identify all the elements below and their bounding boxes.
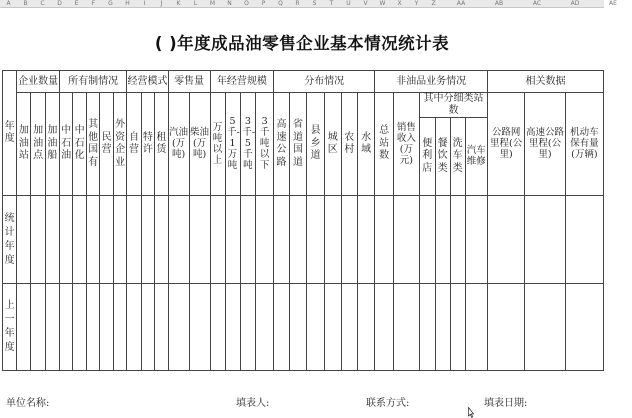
column-letter[interactable]: AD [570, 0, 580, 7]
column-letter[interactable]: R [295, 0, 300, 7]
column-letter[interactable]: Q [278, 0, 283, 7]
header-group-scale: 年经营规模 [210, 71, 274, 93]
header-gasoline: 汽油(万吨) [168, 93, 189, 196]
header-lease: 租赁 [155, 93, 168, 196]
column-letter[interactable]: AB [494, 0, 504, 7]
column-letter[interactable]: Z [431, 0, 436, 7]
column-letter[interactable]: W [379, 0, 386, 7]
header-catering: 餐饮类 [435, 118, 450, 196]
header-station: 加油站 [17, 93, 31, 196]
column-letter[interactable]: U [346, 0, 351, 7]
header-group-ownership: 所有制情况 [59, 71, 126, 93]
column-letter[interactable]: E [74, 0, 79, 7]
table-row-previous-year [3, 284, 604, 371]
header-point: 加油点 [31, 93, 45, 196]
header-private: 民营 [100, 93, 113, 196]
column-letter[interactable]: AC [532, 0, 542, 7]
header-water: 水域 [358, 93, 375, 196]
header-group-station-count: 企业数量 [17, 71, 60, 93]
header-scale-1: 万吨以上 [210, 93, 225, 196]
column-letter[interactable]: N [227, 0, 232, 7]
header-vehicle-count: 机动车保有量(万辆) [565, 93, 603, 196]
column-letter[interactable]: B [23, 0, 28, 7]
column-letter[interactable]: M [209, 0, 216, 7]
column-letter[interactable]: K [176, 0, 181, 7]
column-letter[interactable]: G [108, 0, 113, 7]
header-county-road: 县乡道 [307, 93, 325, 196]
header-total-stations: 总站数 [375, 93, 394, 196]
header-other-state: 其他国有 [86, 93, 99, 196]
header-group-classified: 其中分细类站数 [419, 93, 487, 118]
header-urban: 城区 [325, 93, 341, 196]
column-letter[interactable]: D [57, 0, 62, 7]
footer-unit-label: 单位名称: [6, 398, 50, 409]
column-letter[interactable]: H [125, 0, 130, 7]
row-label-previous: 上一年度 [3, 284, 17, 371]
header-group-sales: 零售量 [168, 71, 210, 93]
header-scale-4: 3千吨以下 [256, 93, 274, 196]
header-group-nonoil: 非油品业务情况 [375, 71, 488, 93]
form-footer [6, 394, 604, 410]
header-expressway: 高速公路 [274, 93, 290, 196]
column-letter[interactable]: P [261, 0, 266, 7]
column-letter[interactable]: S [312, 0, 317, 7]
header-rural: 农村 [341, 93, 357, 196]
header-petrochina: 中石化 [73, 93, 86, 196]
header-scale-3: 3千-5千吨 [240, 93, 256, 196]
header-sales-income: 销售收入(万元) [393, 93, 419, 196]
column-letter[interactable]: J [160, 0, 163, 7]
statistics-table [2, 70, 604, 371]
page-title: ( )年度成品油零售企业基本情况统计表 [154, 34, 450, 53]
footer-filler-label: 填表人: [236, 398, 270, 409]
column-letter[interactable]: AA [456, 0, 466, 7]
header-self-run: 自营 [127, 93, 141, 196]
column-letter[interactable]: F [91, 0, 96, 7]
column-letter[interactable]: V [363, 0, 368, 7]
header-scale-2: 5千-1万吨 [225, 93, 240, 196]
header-franchise: 特许 [141, 93, 154, 196]
column-letter[interactable]: O [244, 0, 249, 7]
column-letter[interactable]: T [329, 0, 334, 7]
header-car-wash: 洗车类 [450, 118, 465, 196]
header-car-repair: 汽车维修 [465, 118, 487, 196]
header-diesel: 柴油(万吨) [189, 93, 210, 196]
mouse-cursor-icon [468, 407, 474, 418]
table-row-current-year [3, 196, 604, 284]
header-foreign: 外资企业 [113, 93, 126, 196]
column-letter[interactable]: Y [414, 0, 419, 7]
header-group-related: 相关数据 [488, 71, 604, 93]
header-national-road: 省道国道 [289, 93, 306, 196]
footer-date-label: 填表日期: [484, 398, 528, 409]
column-letter[interactable]: L [193, 0, 198, 7]
header-year: 年度 [3, 71, 17, 196]
header-group-mode: 经营模式 [127, 71, 168, 93]
header-highway-mileage: 公路网里程(公里) [488, 93, 525, 196]
column-letter[interactable]: AE [609, 0, 617, 7]
header-sinopec: 中石油 [59, 93, 72, 196]
spreadsheet-column-header [0, 0, 617, 8]
header-expressway-mileage: 高速公路里程(公里) [525, 93, 565, 196]
column-letter[interactable]: C [40, 0, 45, 7]
column-letter[interactable]: X [397, 0, 402, 7]
header-group-distribution: 分布情况 [274, 71, 375, 93]
footer-contact-label: 联系方式: [366, 398, 410, 409]
row-label-current: 统计年度 [3, 196, 17, 284]
header-ship: 加油船 [45, 93, 59, 196]
header-convenience: 便利店 [419, 118, 435, 196]
column-letter[interactable]: I [143, 0, 146, 7]
column-letter[interactable]: A [6, 0, 11, 7]
